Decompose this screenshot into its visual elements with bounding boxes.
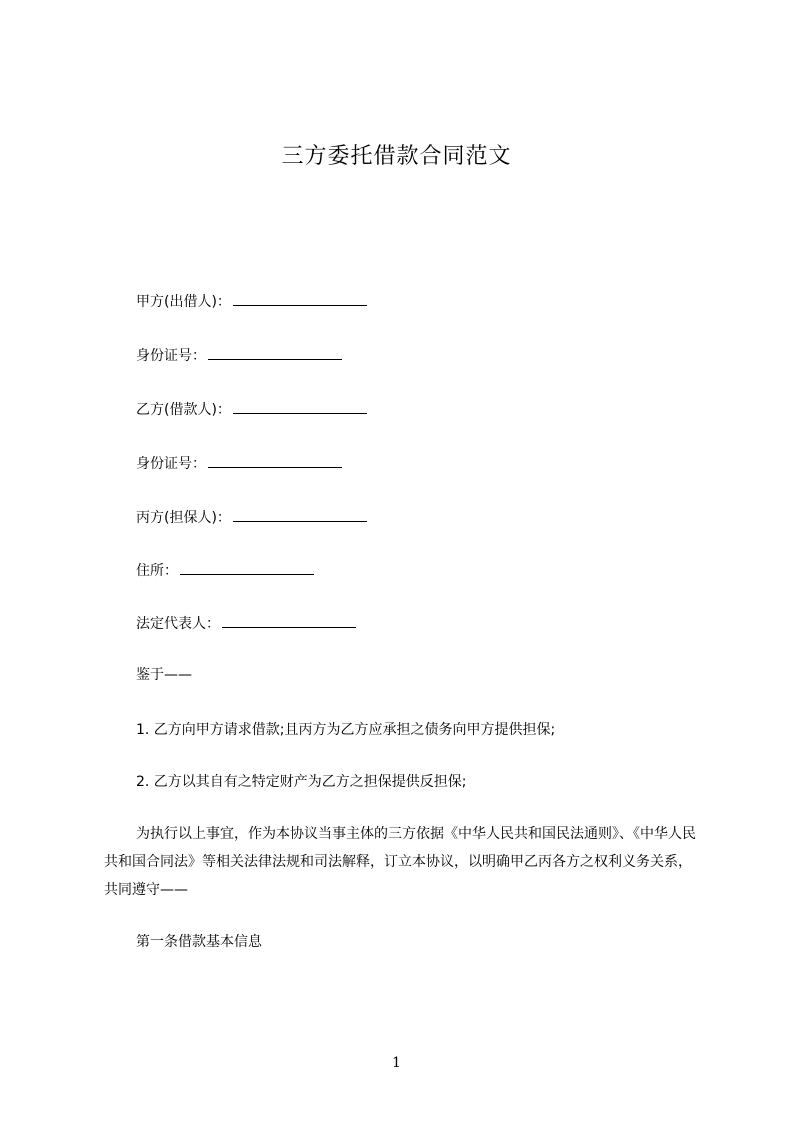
field-label: 甲方(出借人)： — [136, 294, 231, 310]
field-label: 住所： — [136, 563, 178, 579]
document-title: 三方委托借款合同范文 — [281, 144, 512, 169]
clause-2: 2. 乙方以其自有之特定财产为乙方之担保提供反担保; — [136, 774, 467, 790]
field-lender-id — [136, 345, 342, 366]
field-label: 法定代表人： — [136, 616, 220, 632]
blank-line — [233, 291, 367, 306]
field-address — [136, 560, 314, 581]
blank-line — [208, 453, 342, 468]
field-borrower — [136, 399, 367, 420]
blank-line — [222, 613, 356, 628]
preamble-paragraph: 为执行以上事宜，作为本协议当事主体的三方依据《中华人民共和国民法通则》、《中华人民共和国合同法》等相关法律法规和司法解释，订立本协议，以明确甲乙丙各方之权利义务关系，共同遵守—— — [104, 826, 696, 898]
field-label: 乙方(借款人)： — [136, 402, 231, 418]
field-label: 身份证号： — [136, 456, 206, 472]
blank-line — [180, 560, 314, 575]
blank-line — [233, 507, 367, 522]
field-guarantor — [136, 507, 367, 528]
field-lender — [136, 291, 367, 312]
blank-line — [208, 345, 342, 360]
whereas-heading: 鉴于—— — [136, 667, 192, 683]
field-label: 身份证号： — [136, 348, 206, 364]
field-legal-rep — [136, 613, 356, 634]
field-borrower-id — [136, 453, 342, 474]
blank-line — [233, 399, 367, 414]
page-number: 1 — [392, 1055, 401, 1071]
article-1-heading: 第一条借款基本信息 — [136, 934, 262, 950]
clause-1: 1. 乙方向甲方请求借款;且丙方为乙方应承担之债务向甲方提供担保; — [136, 722, 556, 738]
field-label: 丙方(担保人)： — [136, 510, 231, 526]
